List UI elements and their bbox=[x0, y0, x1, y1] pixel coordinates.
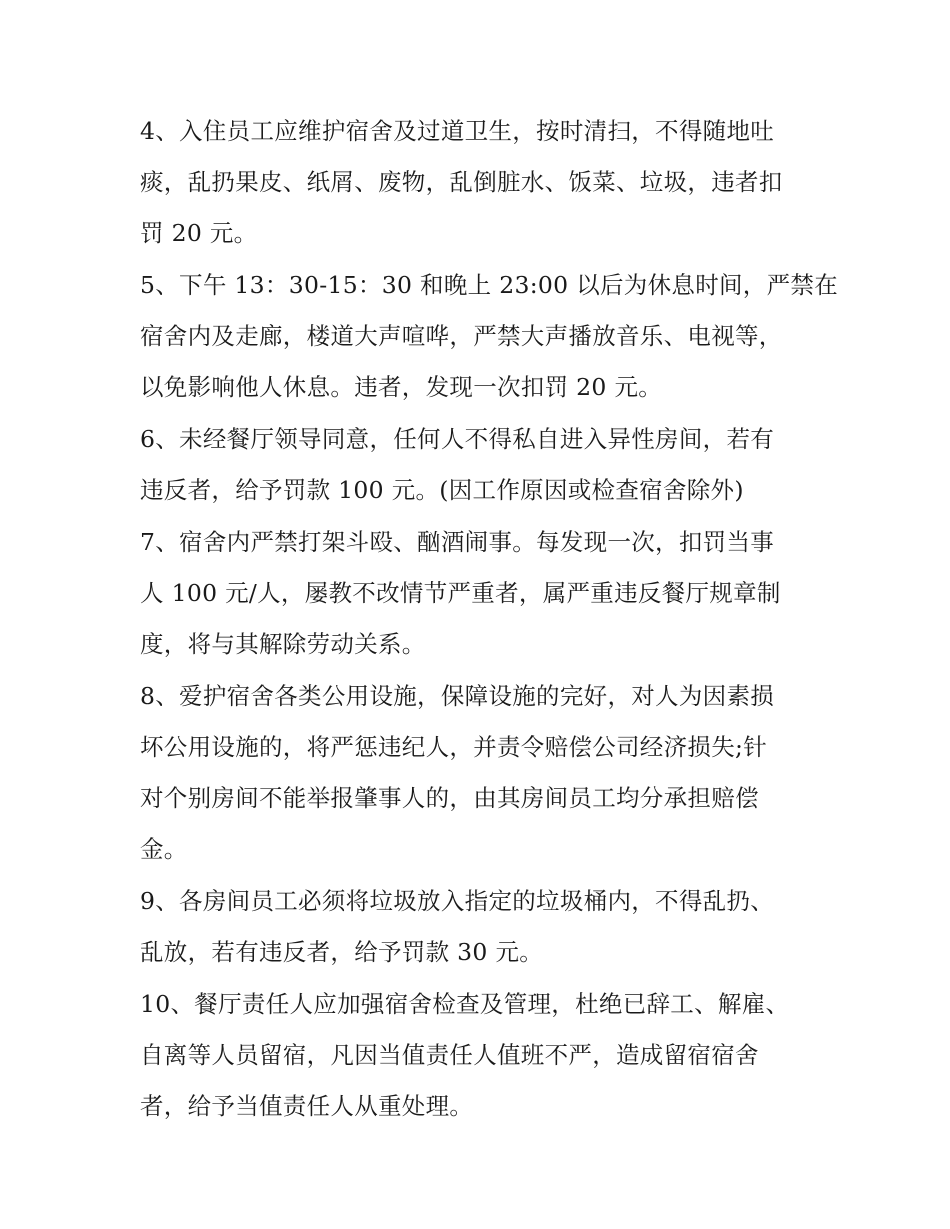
rule-line: 4、入住员工应维护宿舍及过道卫生，按时清扫，不得随地吐 bbox=[140, 117, 775, 145]
rule-line: 坏公用设施的，将严惩违纪人，并责令赔偿公司经济损失;针 bbox=[140, 733, 768, 761]
rule-line: 对个别房间不能举报肇事人的，由其房间员工均分承担赔偿 bbox=[140, 784, 759, 812]
rule-item-8 bbox=[140, 671, 820, 875]
rule-line: 违反者，给予罚款 100 元。(因工作原因或检查宿舍除外) bbox=[140, 476, 744, 504]
rule-item-10 bbox=[140, 979, 820, 1132]
rule-line: 以免影响他人休息。违者，发现一次扣罚 20 元。 bbox=[140, 373, 663, 401]
rule-item-9 bbox=[140, 876, 820, 978]
rule-line: 金。 bbox=[140, 835, 188, 863]
rule-item-5 bbox=[140, 260, 839, 413]
rule-line: 5、下午 13：30-15：30 和晚上 23:00 以后为休息时间，严禁在 bbox=[140, 271, 839, 299]
rule-line: 6、未经餐厅领导同意，任何人不得私自进入异性房间，若有 bbox=[140, 425, 775, 453]
rule-item-6 bbox=[140, 414, 820, 516]
rule-line: 度，将与其解除劳动关系。 bbox=[140, 630, 426, 658]
rule-line: 7、宿舍内严禁打架斗殴、酗酒闹事。每发现一次，扣罚当事 bbox=[140, 528, 775, 556]
rule-line: 10、餐厅责任人应加强宿舍检查及管理，杜绝已辞工、解雇、 bbox=[140, 990, 790, 1018]
rule-line: 人 100 元/人，屡教不改情节严重者，属严重违反餐厅规章制 bbox=[140, 579, 781, 607]
rule-line: 者，给予当值责任人从重处理。 bbox=[140, 1092, 474, 1120]
rule-item-4 bbox=[140, 106, 820, 259]
rule-line: 痰，乱扔果皮、纸屑、废物，乱倒脏水、饭菜、垃圾，违者扣 bbox=[140, 168, 783, 196]
document-body bbox=[140, 106, 839, 1133]
rule-line: 9、各房间员工必须将垃圾放入指定的垃圾桶内，不得乱扔、 bbox=[140, 887, 775, 915]
rule-line: 8、爱护宿舍各类公用设施，保障设施的完好，对人为因素损 bbox=[140, 682, 775, 710]
rule-line: 宿舍内及走廊，楼道大声喧哗，严禁大声播放音乐、电视等， bbox=[140, 322, 783, 350]
rule-line: 罚 20 元。 bbox=[140, 219, 258, 247]
rule-item-7 bbox=[140, 517, 820, 670]
rule-line: 乱放，若有违反者，给予罚款 30 元。 bbox=[140, 938, 544, 966]
rule-line: 自离等人员留宿，凡因当值责任人值班不严，造成留宿宿舍 bbox=[140, 1041, 759, 1069]
